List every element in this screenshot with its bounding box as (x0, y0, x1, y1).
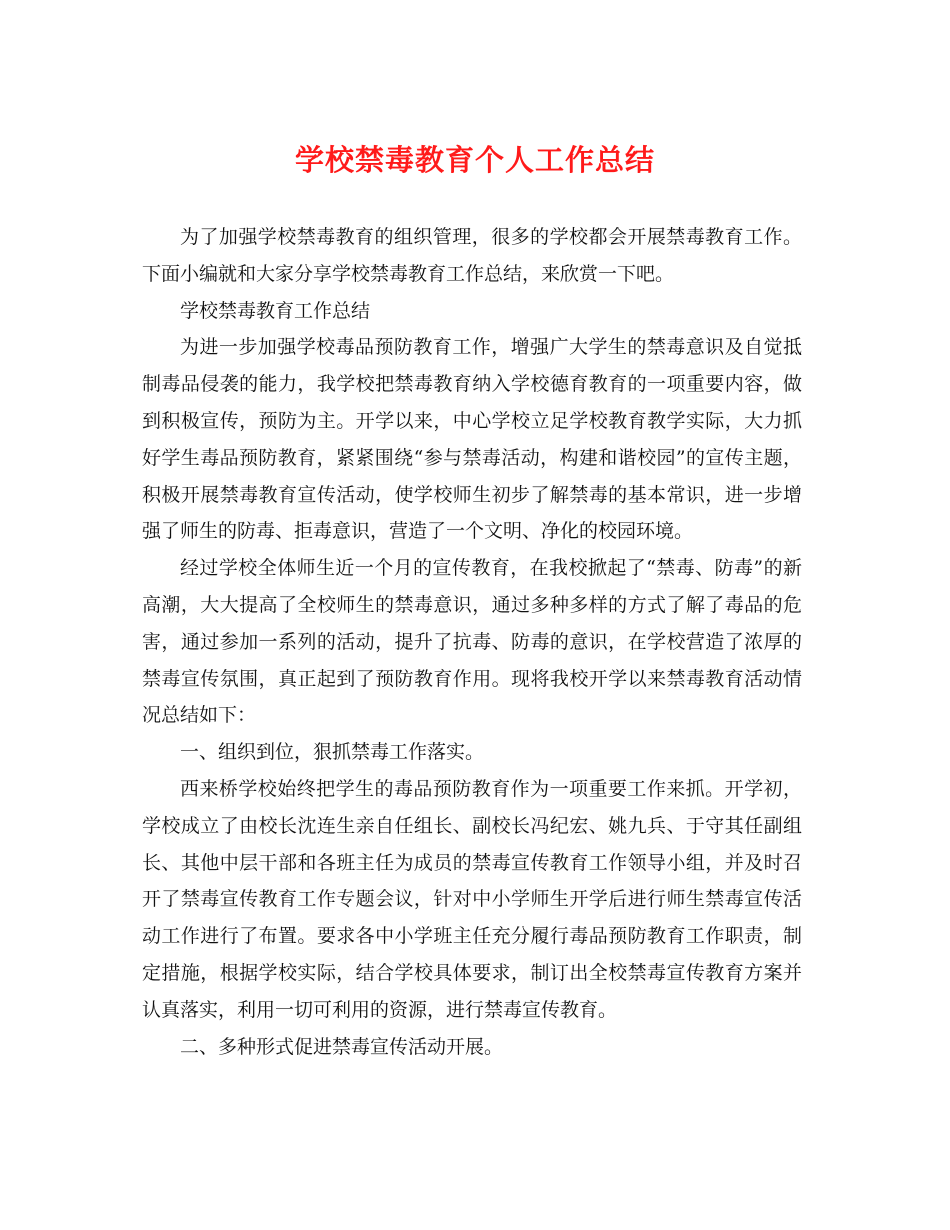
document-body (142, 219, 802, 1065)
body-paragraph: 为进一步加强学校毒品预防教育工作，增强广大学生的禁毒意识及自觉抵制毒品侵袭的能力，我学校把禁毒教育纳入学校德育教育的一项重要内容，做到积极宣传，预防为主。开学以来，中心学校立足学校教育教学实际，大力抓好学生毒品预防教育，紧紧围绕“参与禁毒活动，构建和谐校园”的宣传主题，积极开展禁毒教育宣传活动，使学校师生初步了解禁毒的基本常识，进一步增强了师生的防毒、拒毒意识，营造了一个文明、净化的校园环境。 (142, 336, 802, 543)
section-heading: 学校禁毒教育工作总结 (180, 299, 371, 322)
document-title: 学校禁毒教育个人工作总结 (294, 143, 655, 177)
body-paragraph: 经过学校全体师生近一个月的宣传教育，在我校掀起了“禁毒、防毒”的新高潮，大大提高了全校师生的禁毒意识，通过多种多样的方式了解了毒品的危害，通过参加一系列的活动，提升了抗毒、防毒的意识，在学校营造了浓厚的禁毒宣传氛围，真正起到了预防教育作用。现将我校开学以来禁毒教育活动情况总结如下： (142, 557, 802, 727)
subsection-heading: 一、组织到位，狠抓禁毒工作落实。 (180, 741, 485, 764)
intro-paragraph: 为了加强学校禁毒教育的组织管理，很多的学校都会开展禁毒教育工作。下面小编就和大家分享学校禁毒教育工作总结，来欣赏一下吧。 (142, 226, 802, 285)
subsection-heading: 二、多种形式促进禁毒宣传活动开展。 (180, 1035, 504, 1058)
body-paragraph: 西来桥学校始终把学生的毒品预防教育作为一项重要工作来抓。开学初，学校成立了由校长沈连生亲自任组长、副校长冯纪宏、姚九兵、于守其任副组长、其他中层干部和各班主任为成员的禁毒宣传教育工作领导小组，并及时召开了禁毒宣传教育工作专题会议，针对中小学师生开学后进行师生禁毒宣传活动工作进行了布置。要求各中小学班主任充分履行毒品预防教育工作职责，制定措施，根据学校实际，结合学校具体要求，制订出全校禁毒宣传教育方案并认真落实，利用一切可利用的资源，进行禁毒宣传教育。 (142, 777, 802, 1021)
